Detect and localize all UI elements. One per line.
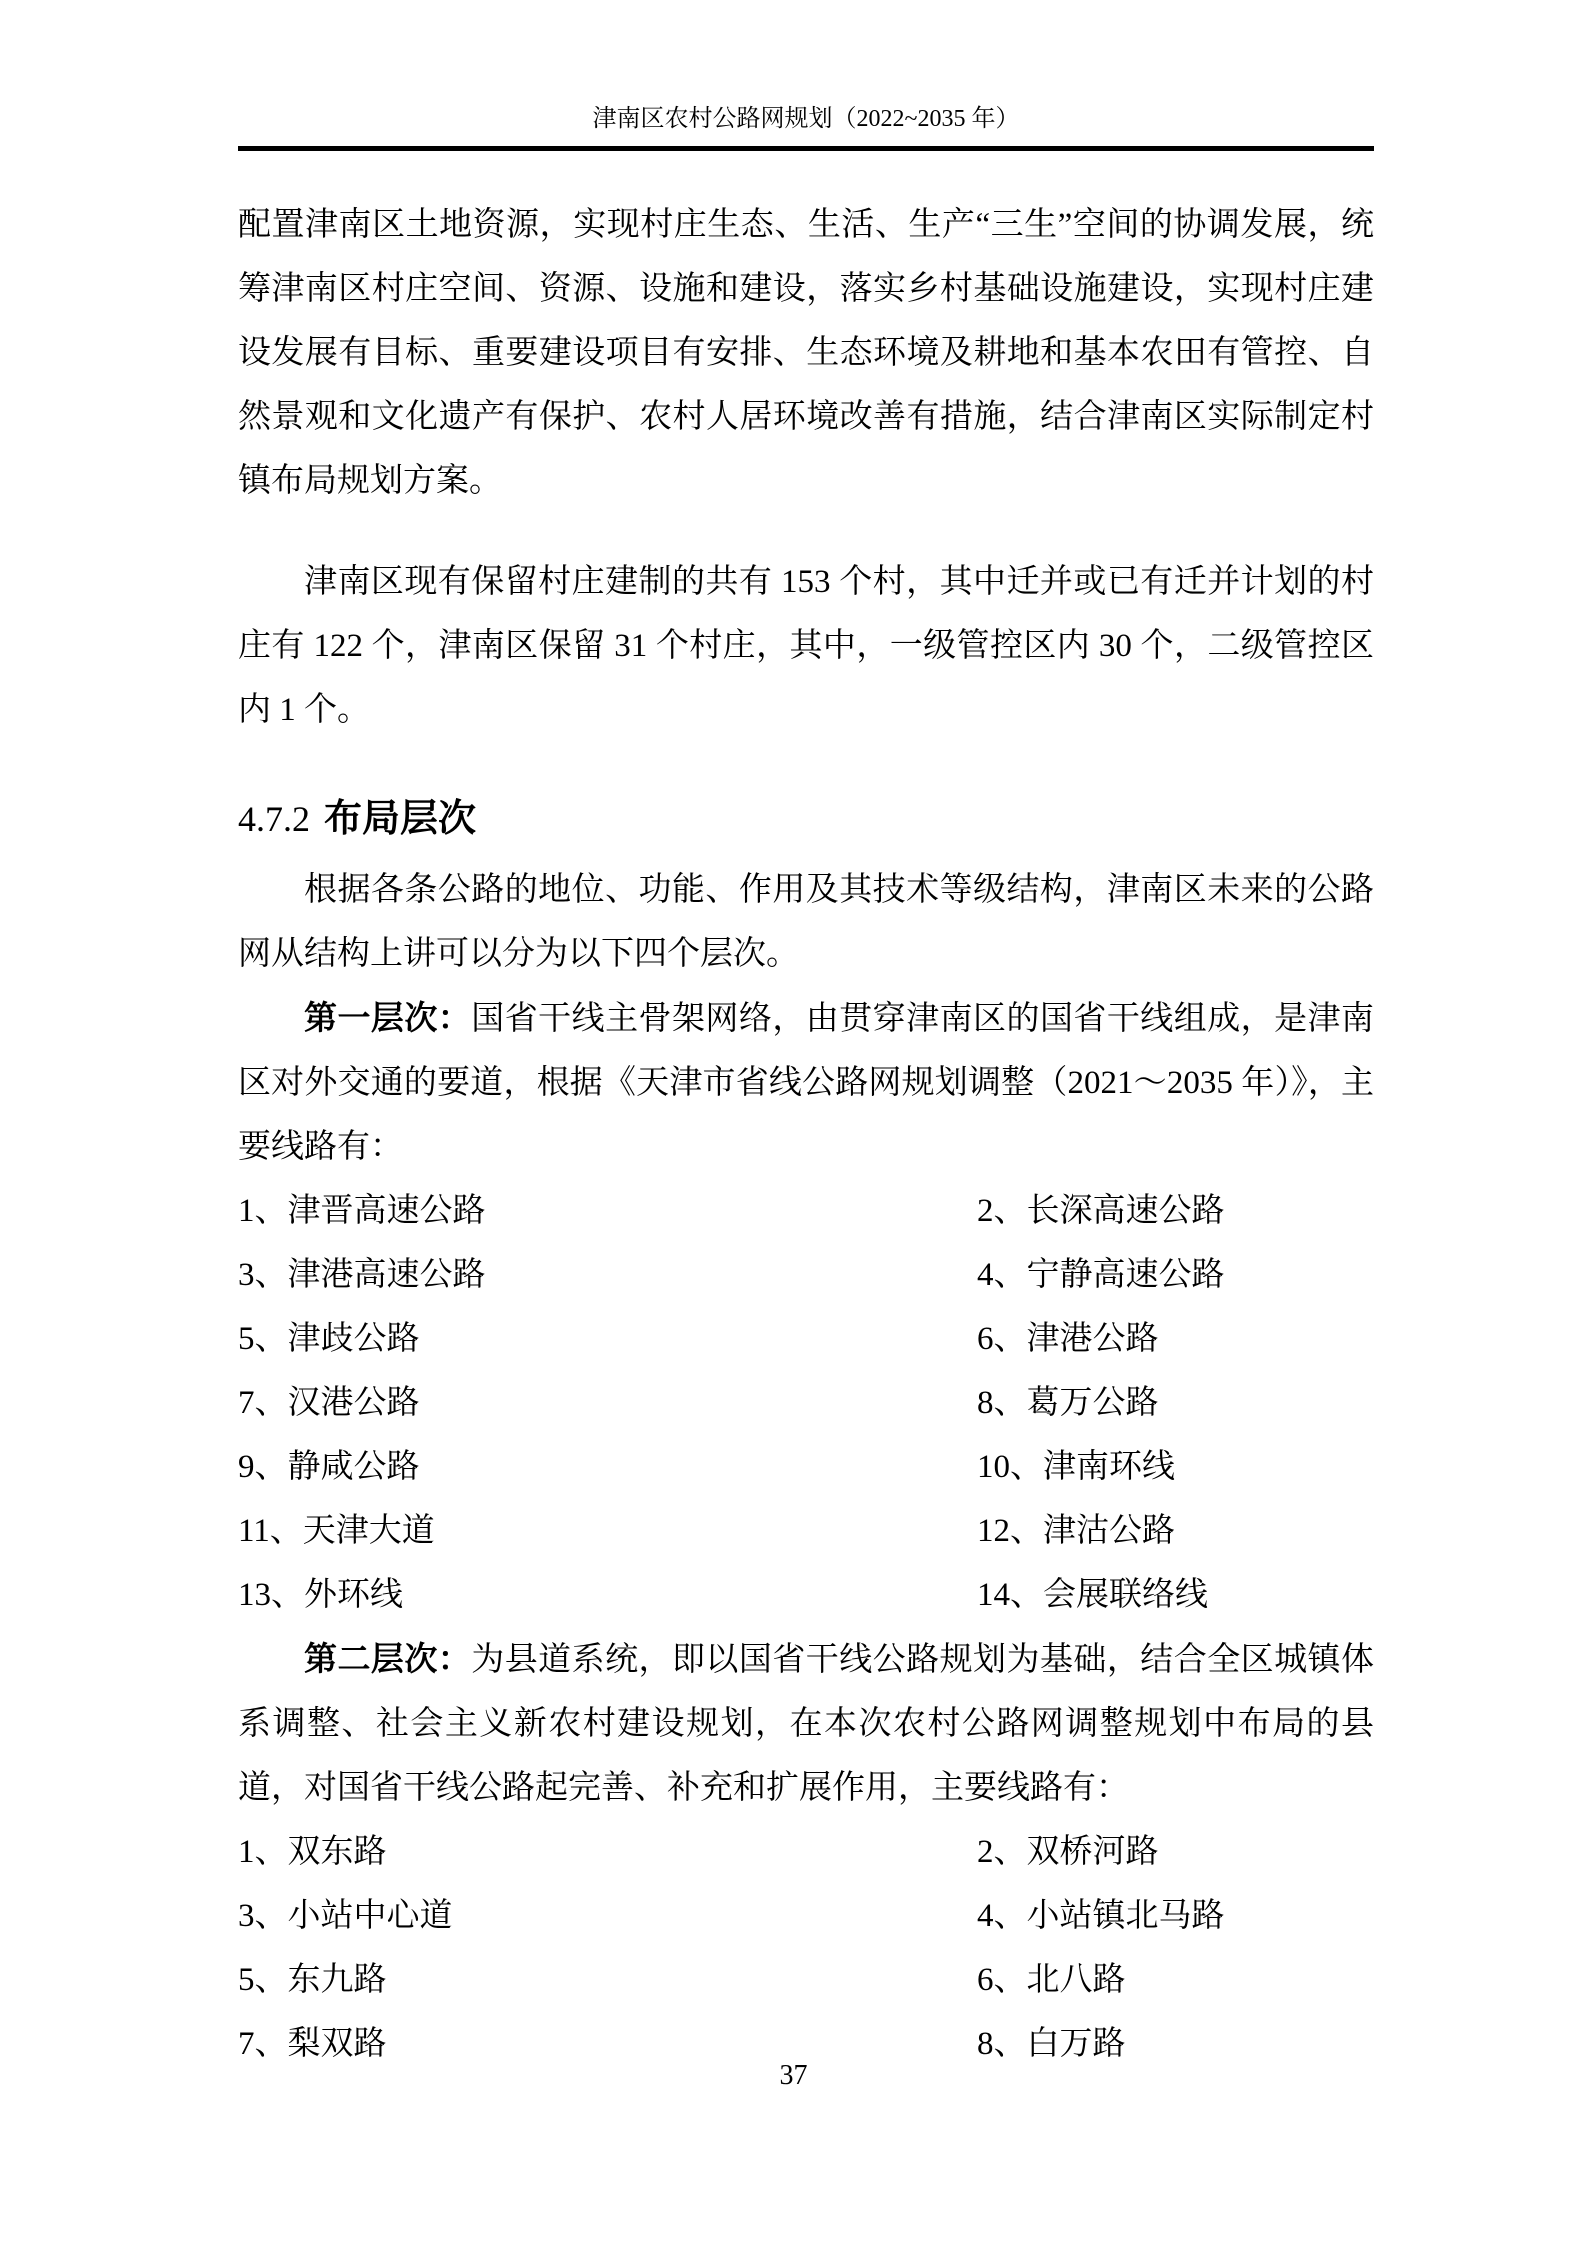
page-number: 37 — [779, 2060, 808, 2091]
page-content — [238, 0, 1374, 2076]
road-list-item: 9、静咸公路 — [238, 1449, 420, 1485]
section-title: 布局层次 — [324, 798, 477, 840]
paragraph-network-structure: 根据各条公路的地位、功能、作用及其技术等级结构，津南区未来的公路网从结构上讲可以分为以下四个层次。 — [238, 872, 1374, 972]
document-header-title: 津南区农村公路网规划（2022~2035 年） — [592, 106, 1020, 132]
paragraph-intro-continued: 配置津南区土地资源，实现村庄生态、生活、生产“三生”空间的协调发展，统筹津南区村庄空间、资源、设施和建设，落实乡村基础设施建设，实现村庄建设发展有目标、重要建设项目有安排、生态环境及耕地和基本农田有管控、自然景观和文化遗产有保护、农村人居环境改善有措施，结合津南区实际制定村镇布局规划方案。 — [238, 207, 1374, 499]
paragraph-village-counts: 津南区现有保留村庄建制的共有 153 个村，其中迁并或已有迁并计划的村庄有 122 个，津南区保留 31 个村庄，其中，一级管控区内 30 个，二级管控区内 1 个。 — [238, 564, 1374, 728]
road-list-item: 8、白万路 — [977, 2026, 1126, 2062]
road-list-item: 3、津港高速公路 — [238, 1257, 486, 1293]
road-list-level2 — [238, 1820, 1374, 2076]
paragraph-level1 — [238, 986, 1374, 1179]
section-heading — [238, 792, 1374, 846]
road-list-item: 2、长深高速公路 — [977, 1193, 1225, 1229]
road-list-item: 3、小站中心道 — [238, 1898, 453, 1934]
paragraph-level2 — [238, 1627, 1374, 1820]
road-list-item: 7、汉港公路 — [238, 1385, 420, 1421]
road-list-item: 11、天津大道 — [238, 1513, 435, 1549]
road-list-item: 4、小站镇北马路 — [977, 1898, 1225, 1934]
road-list-item: 5、津歧公路 — [238, 1321, 420, 1357]
header-rule — [238, 146, 1374, 151]
level1-text: 国省干线主骨架网络，由贯穿津南区的国省干线组成，是津南区对外交通的要道，根据《天津市省线公路网规划调整（2021～2035 年）》，主要线路有： — [238, 1001, 1375, 1165]
road-list-item: 2、双桥河路 — [977, 1834, 1159, 1870]
road-list-item: 4、宁静高速公路 — [977, 1257, 1225, 1293]
level2-text: 为县道系统，即以国省干线公路规划为基础，结合全区城镇体系调整、社会主义新农村建设规划，在本次农村公路网调整规划中布局的县道，对国省干线公路起完善、补充和扩展作用，主要线路有： — [238, 1642, 1375, 1806]
level2-lead-label: 第二层次： — [304, 1640, 472, 1677]
section-number: 4.7.2 — [238, 799, 310, 839]
road-list-level1 — [238, 1179, 1374, 1627]
road-list-item: 6、北八路 — [977, 1962, 1126, 1998]
road-list-item: 6、津港公路 — [977, 1321, 1159, 1357]
road-list-item: 1、津晋高速公路 — [238, 1193, 486, 1229]
road-list-item: 8、葛万公路 — [977, 1385, 1159, 1421]
road-list-item: 12、津沽公路 — [977, 1513, 1175, 1549]
road-list-item: 1、双东路 — [238, 1834, 387, 1870]
road-list-item: 5、东九路 — [238, 1962, 387, 1998]
road-list-item: 10、津南环线 — [977, 1449, 1175, 1485]
road-list-item: 7、梨双路 — [238, 2026, 387, 2062]
road-list-item: 13、外环线 — [238, 1577, 403, 1613]
level1-lead-label: 第一层次： — [304, 999, 472, 1036]
road-list-item: 14、会展联络线 — [977, 1577, 1208, 1613]
